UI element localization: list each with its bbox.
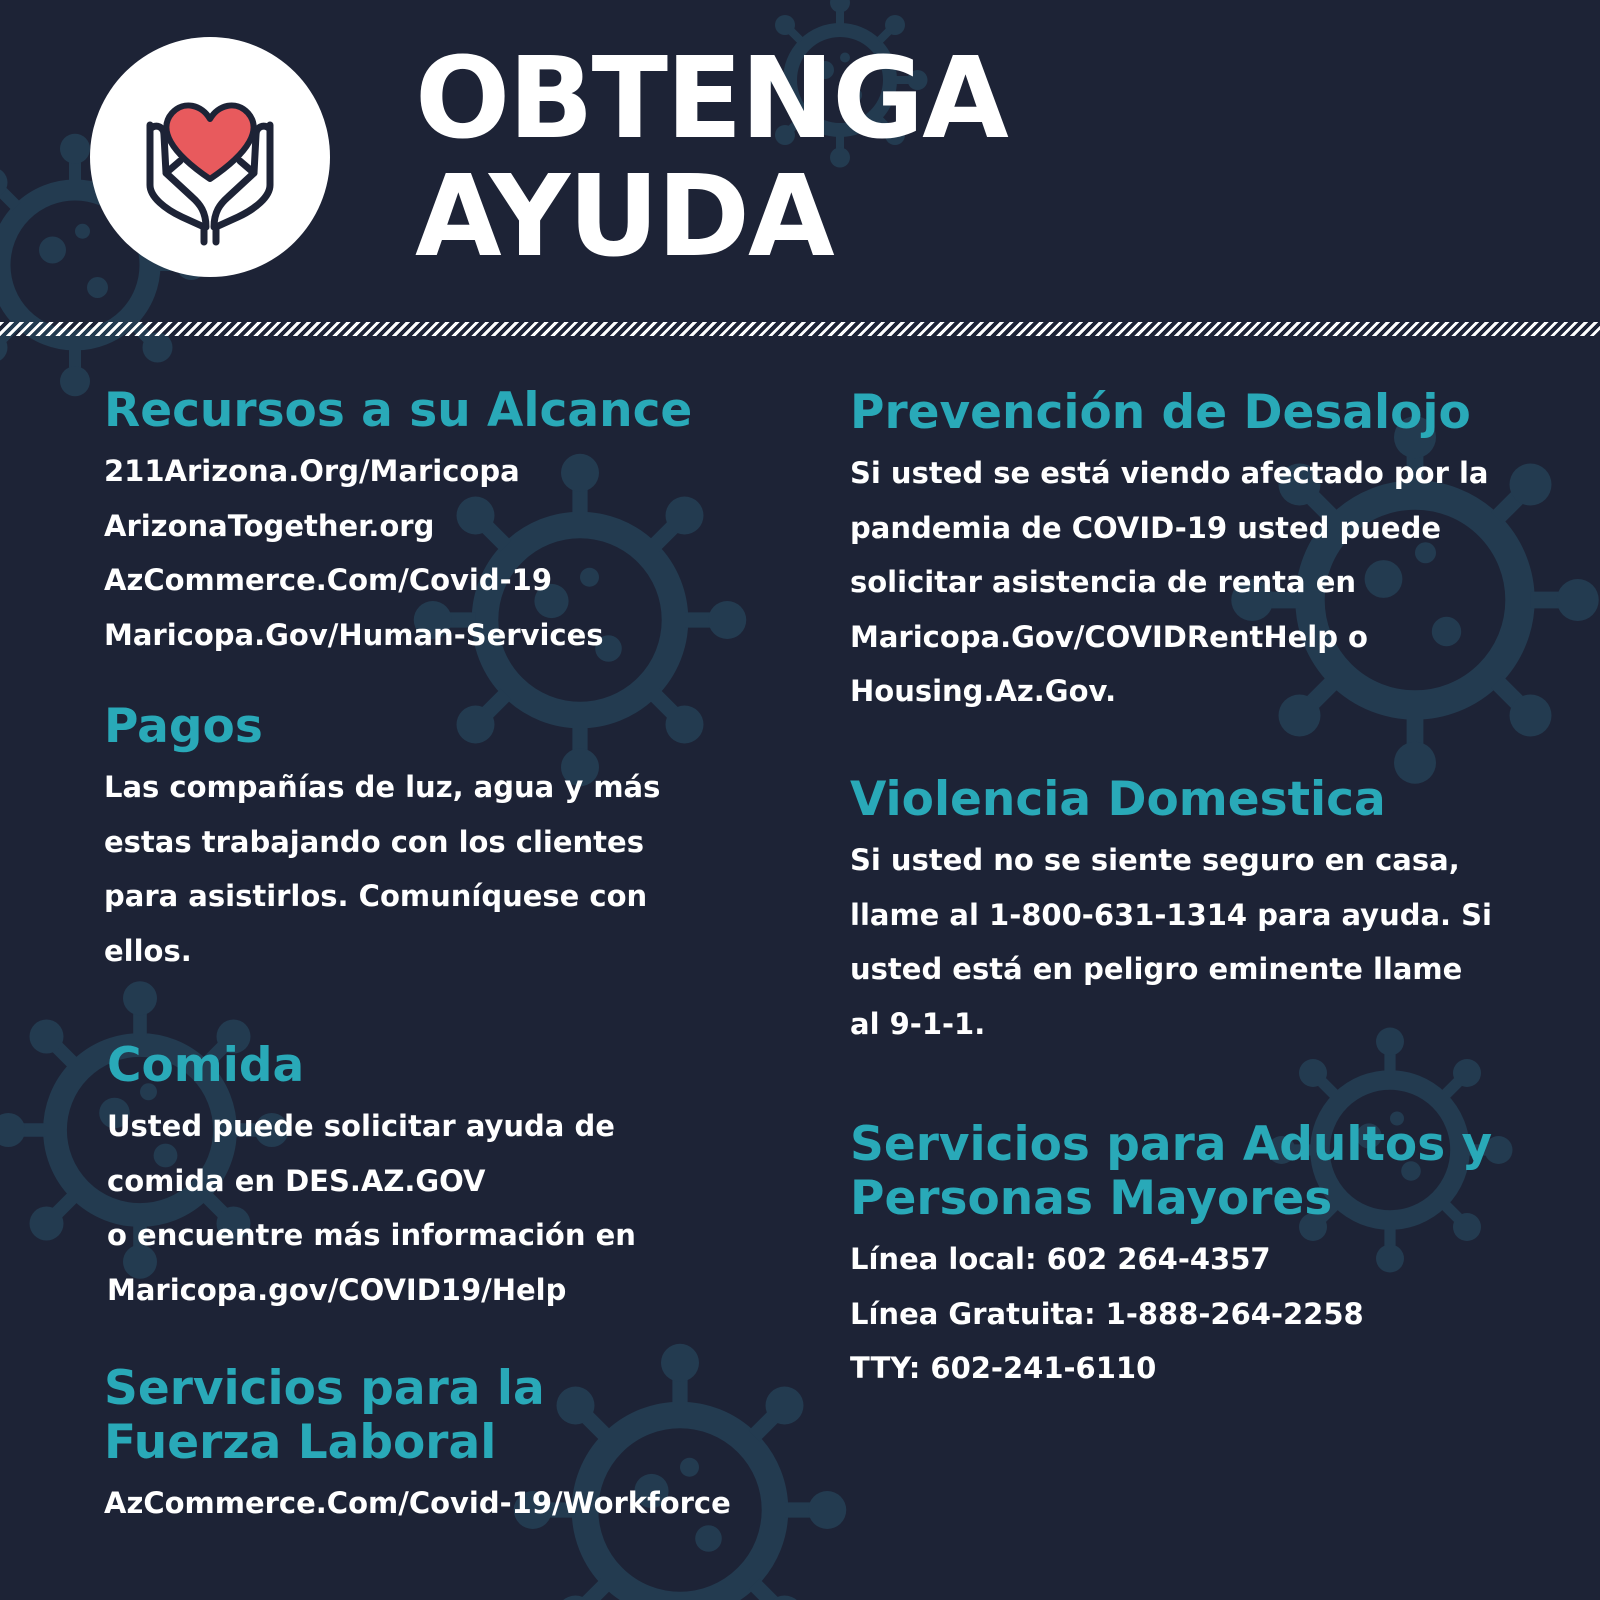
- heading-line: Servicios para Adultos y: [850, 1117, 1493, 1172]
- section-heading: [850, 1118, 1492, 1226]
- section-pagos: [104, 700, 660, 978]
- logo: [90, 37, 330, 277]
- section-line: Si usted no se siente seguro en casa,: [850, 843, 1460, 877]
- section-heading: Recursos a su Alcance: [104, 383, 693, 438]
- section-line: para asistirlos. Comuníquese con: [104, 879, 648, 913]
- section-line: llame al 1-800-631-1314 para ayuda. Si: [850, 897, 1492, 932]
- section-line: Maricopa.Gov/Human-Services: [104, 617, 604, 652]
- heading-line: Personas Mayores: [850, 1171, 1333, 1226]
- section-heading: [104, 1362, 731, 1470]
- section-line: Housing.Az.Gov.: [850, 674, 1117, 708]
- heart-in-hands-icon: [120, 67, 300, 247]
- section-line: comida en DES.AZ.GOV: [107, 1163, 486, 1198]
- section-line: pandemia de COVID-19 usted puede: [850, 510, 1442, 545]
- section-line: estas trabajando con los clientes: [104, 824, 644, 859]
- heading-line: Fuerza Laboral: [104, 1415, 497, 1470]
- page-title: [415, 34, 1007, 282]
- section-line: Línea Gratuita: 1-888-264-2258: [850, 1296, 1364, 1331]
- title-line-1: OBTENGA: [415, 34, 1007, 164]
- section-line: o encuentre más información en: [107, 1218, 636, 1252]
- section-fuerza-laboral: [104, 1362, 731, 1531]
- section-line: Si usted se está viendo afectado por la: [850, 456, 1489, 490]
- section-heading: Comida: [107, 1038, 305, 1093]
- section-line: 211Arizona.Org/Maricopa: [104, 454, 520, 488]
- section-line: usted está en peligro eminente llame: [850, 952, 1463, 986]
- section-heading: Pagos: [104, 699, 263, 754]
- section-line: Maricopa.Gov/COVIDRentHelp o: [850, 619, 1368, 654]
- section-comida: [107, 1039, 636, 1317]
- hatched-divider: [0, 322, 1600, 336]
- section-line: solicitar asistencia de renta en: [850, 565, 1357, 599]
- heading-line: Servicios para la: [104, 1361, 545, 1416]
- section-line: Usted puede solicitar ayuda de: [107, 1109, 615, 1143]
- section-violencia: [850, 773, 1492, 1051]
- section-desalojo: [850, 386, 1488, 719]
- section-line: ArizonaTogether.org: [104, 508, 435, 543]
- section-heading: Violencia Domestica: [850, 772, 1386, 827]
- section-line: Línea local: 602 264-4357: [850, 1242, 1271, 1276]
- section-heading: Prevención de Desalojo: [850, 385, 1471, 440]
- section-line: AzCommerce.Com/Covid-19: [104, 563, 553, 597]
- section-line: Maricopa.gov/COVID19/Help: [107, 1272, 567, 1307]
- section-line: AzCommerce.Com/Covid-19/Workforce: [104, 1486, 731, 1520]
- section-line: TTY: 602-241-6110: [850, 1351, 1157, 1385]
- section-line: al 9-1-1.: [850, 1006, 986, 1041]
- section-recursos: [104, 384, 692, 662]
- section-line: Las compañías de luz, agua y más: [104, 770, 661, 804]
- section-adultos: [850, 1118, 1492, 1396]
- title-line-2: AYUDA: [415, 152, 833, 282]
- section-line: ellos.: [104, 933, 192, 968]
